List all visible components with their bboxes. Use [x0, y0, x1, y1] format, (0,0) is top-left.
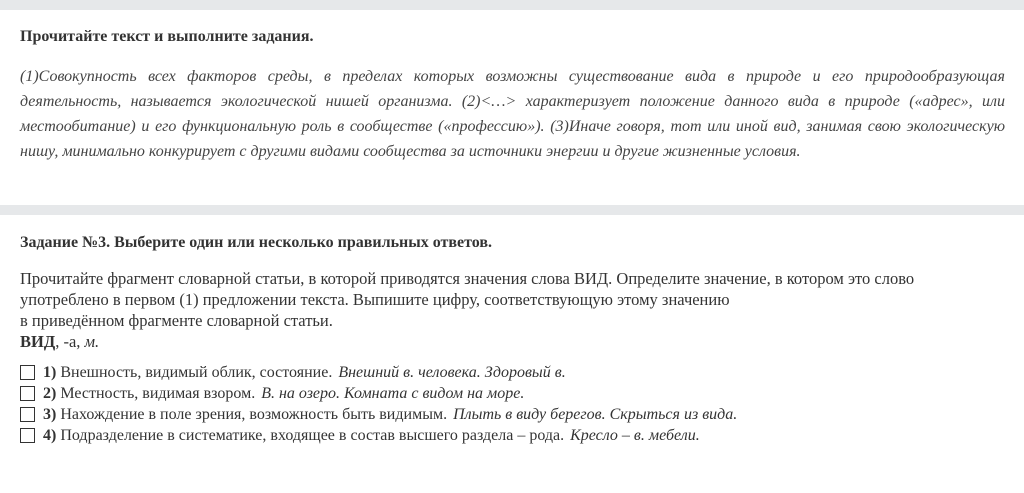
- option-number: 4): [43, 426, 57, 444]
- option-example: В. на озеро. Комната с видом на море.: [261, 384, 525, 402]
- option-definition: Местность, видимая взором.: [60, 384, 256, 402]
- option-definition: Нахождение в поле зрения, возможность быть видимым.: [60, 405, 448, 423]
- section-divider-band: [0, 205, 1024, 215]
- task-instruction: [20, 268, 1010, 331]
- instruction-line: в приведённом фрагменте словарной статьи.: [20, 311, 333, 330]
- answer-checkbox-1[interactable]: [20, 365, 35, 380]
- option-number: 1): [43, 363, 57, 381]
- answer-option-2: [20, 383, 1010, 404]
- answer-option-4: [20, 425, 1010, 446]
- task-section: [20, 232, 1010, 446]
- answer-option-3: [20, 404, 1010, 425]
- passage-text: (1)Совокупность всех факторов среды, в пределах которых возможны существование вида в природе и его природообразующая деятельность, называется экологической нишей организма. (2)<…> характеризует положение данного вида в природе («адрес», или местообитание) и его функциональную роль в сообществе («профессию»). (3)Иначе говоря, тот или иной вид, занимая свою экологическую нишу, минимально конкурирует с другими видами сообщества за источники энергии и другие жизненные условия.: [20, 68, 1005, 160]
- option-example: Плыть в виду берегов. Скрыться из вида.: [453, 405, 738, 423]
- option-number: 2): [43, 384, 57, 402]
- option-number: 3): [43, 405, 57, 423]
- answer-options: [20, 362, 1010, 446]
- top-divider-band: [0, 0, 1024, 10]
- answer-checkbox-4[interactable]: [20, 428, 35, 443]
- option-definition: Внешность, видимый облик, состояние.: [60, 363, 333, 381]
- instruction-line: Прочитайте фрагмент словарной статьи, в которой приводятся значения слова ВИД. Определите значение, в котором это слово: [20, 269, 915, 288]
- option-example: Кресло – в. мебели.: [570, 426, 700, 444]
- option-example: Внешний в. человека. Здоровый в.: [338, 363, 566, 381]
- answer-option-1: [20, 362, 1010, 383]
- answer-checkbox-2[interactable]: [20, 386, 35, 401]
- entry-grammar: м.: [84, 332, 100, 351]
- dictionary-entry-head: [20, 331, 1010, 352]
- option-definition: Подразделение в систематике, входящее в состав высшего раздела – рода.: [60, 426, 565, 444]
- passage-heading: Прочитайте текст и выполните задания.: [20, 28, 314, 45]
- entry-word: ВИД: [20, 332, 56, 351]
- instruction-line: употреблено в первом (1) предложении текста. Выпишите цифру, соответствующую этому значению: [20, 290, 730, 309]
- task-title: Задание №3. Выберите один или несколько правильных ответов.: [20, 234, 493, 251]
- answer-checkbox-3[interactable]: [20, 407, 35, 422]
- entry-suffix: , -а,: [55, 332, 85, 351]
- passage-section: [20, 26, 1005, 164]
